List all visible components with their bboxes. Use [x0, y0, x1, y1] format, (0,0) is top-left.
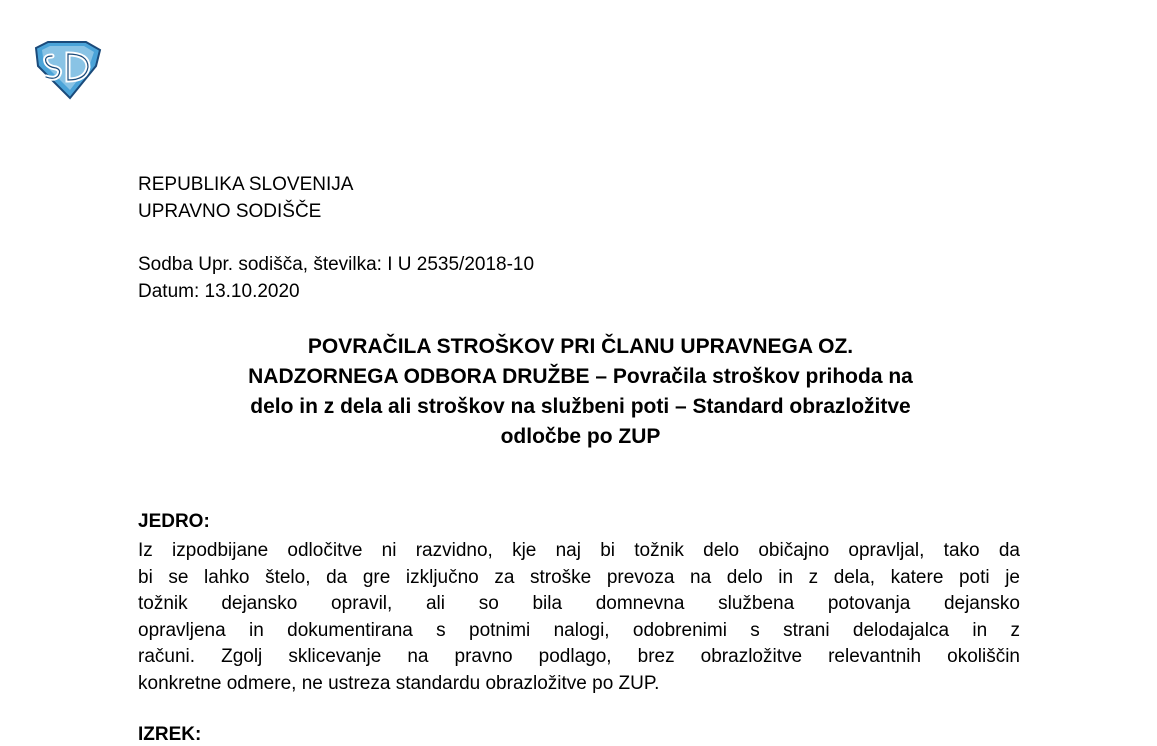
paragraph-line: opravljena in dokumentirana s potnimi nalogi, odobrenimi s strani delodajalca in z [138, 619, 1020, 641]
paragraph-line: Iz izpodbijane odločitve ni razvidno, kje naj bi tožnik delo običajno opravljal, tako da [138, 540, 1020, 561]
title-line: NADZORNEGA ODBORA DRUŽBE – Povračila stroškov prihoda na [248, 365, 913, 388]
court-logo-icon [30, 40, 104, 100]
document-title [138, 332, 1023, 452]
title-line: delo in z dela ali stroškov na službeni poti – Standard obrazložitve [250, 395, 911, 418]
jedro-paragraph [138, 538, 1020, 697]
paragraph-line: tožnik dejansko opravil, ali so bila domnevna službena potovanja dejansko [138, 593, 1020, 614]
izrek-heading: IZREK: [138, 724, 202, 745]
paragraph-line: računi. Zgolj sklicevanje na pravno podlago, brez obrazložitve relevantnih okoliščin [138, 646, 1020, 667]
court-header [138, 171, 353, 225]
paragraph-line: bi se lahko štelo, da gre izključno za stroške prevoza na delo in z dela, katere poti je [138, 566, 1020, 588]
jedro-heading: JEDRO: [138, 511, 210, 532]
header-court: UPRAVNO SODIŠČE [138, 201, 322, 222]
header-country: REPUBLIKA SLOVENIJA [138, 174, 354, 195]
title-line: odločbe po ZUP [500, 425, 661, 448]
case-number: Sodba Upr. sodišča, številka: I U 2535/2018-10 [138, 254, 535, 275]
case-date: Datum: 13.10.2020 [138, 281, 300, 302]
case-meta [138, 251, 534, 305]
paragraph-line: konkretne odmere, ne ustreza standardu obrazložitve po ZUP. [138, 672, 660, 694]
title-line: POVRAČILA STROŠKOV PRI ČLANU UPRAVNEGA OZ. [307, 335, 854, 358]
